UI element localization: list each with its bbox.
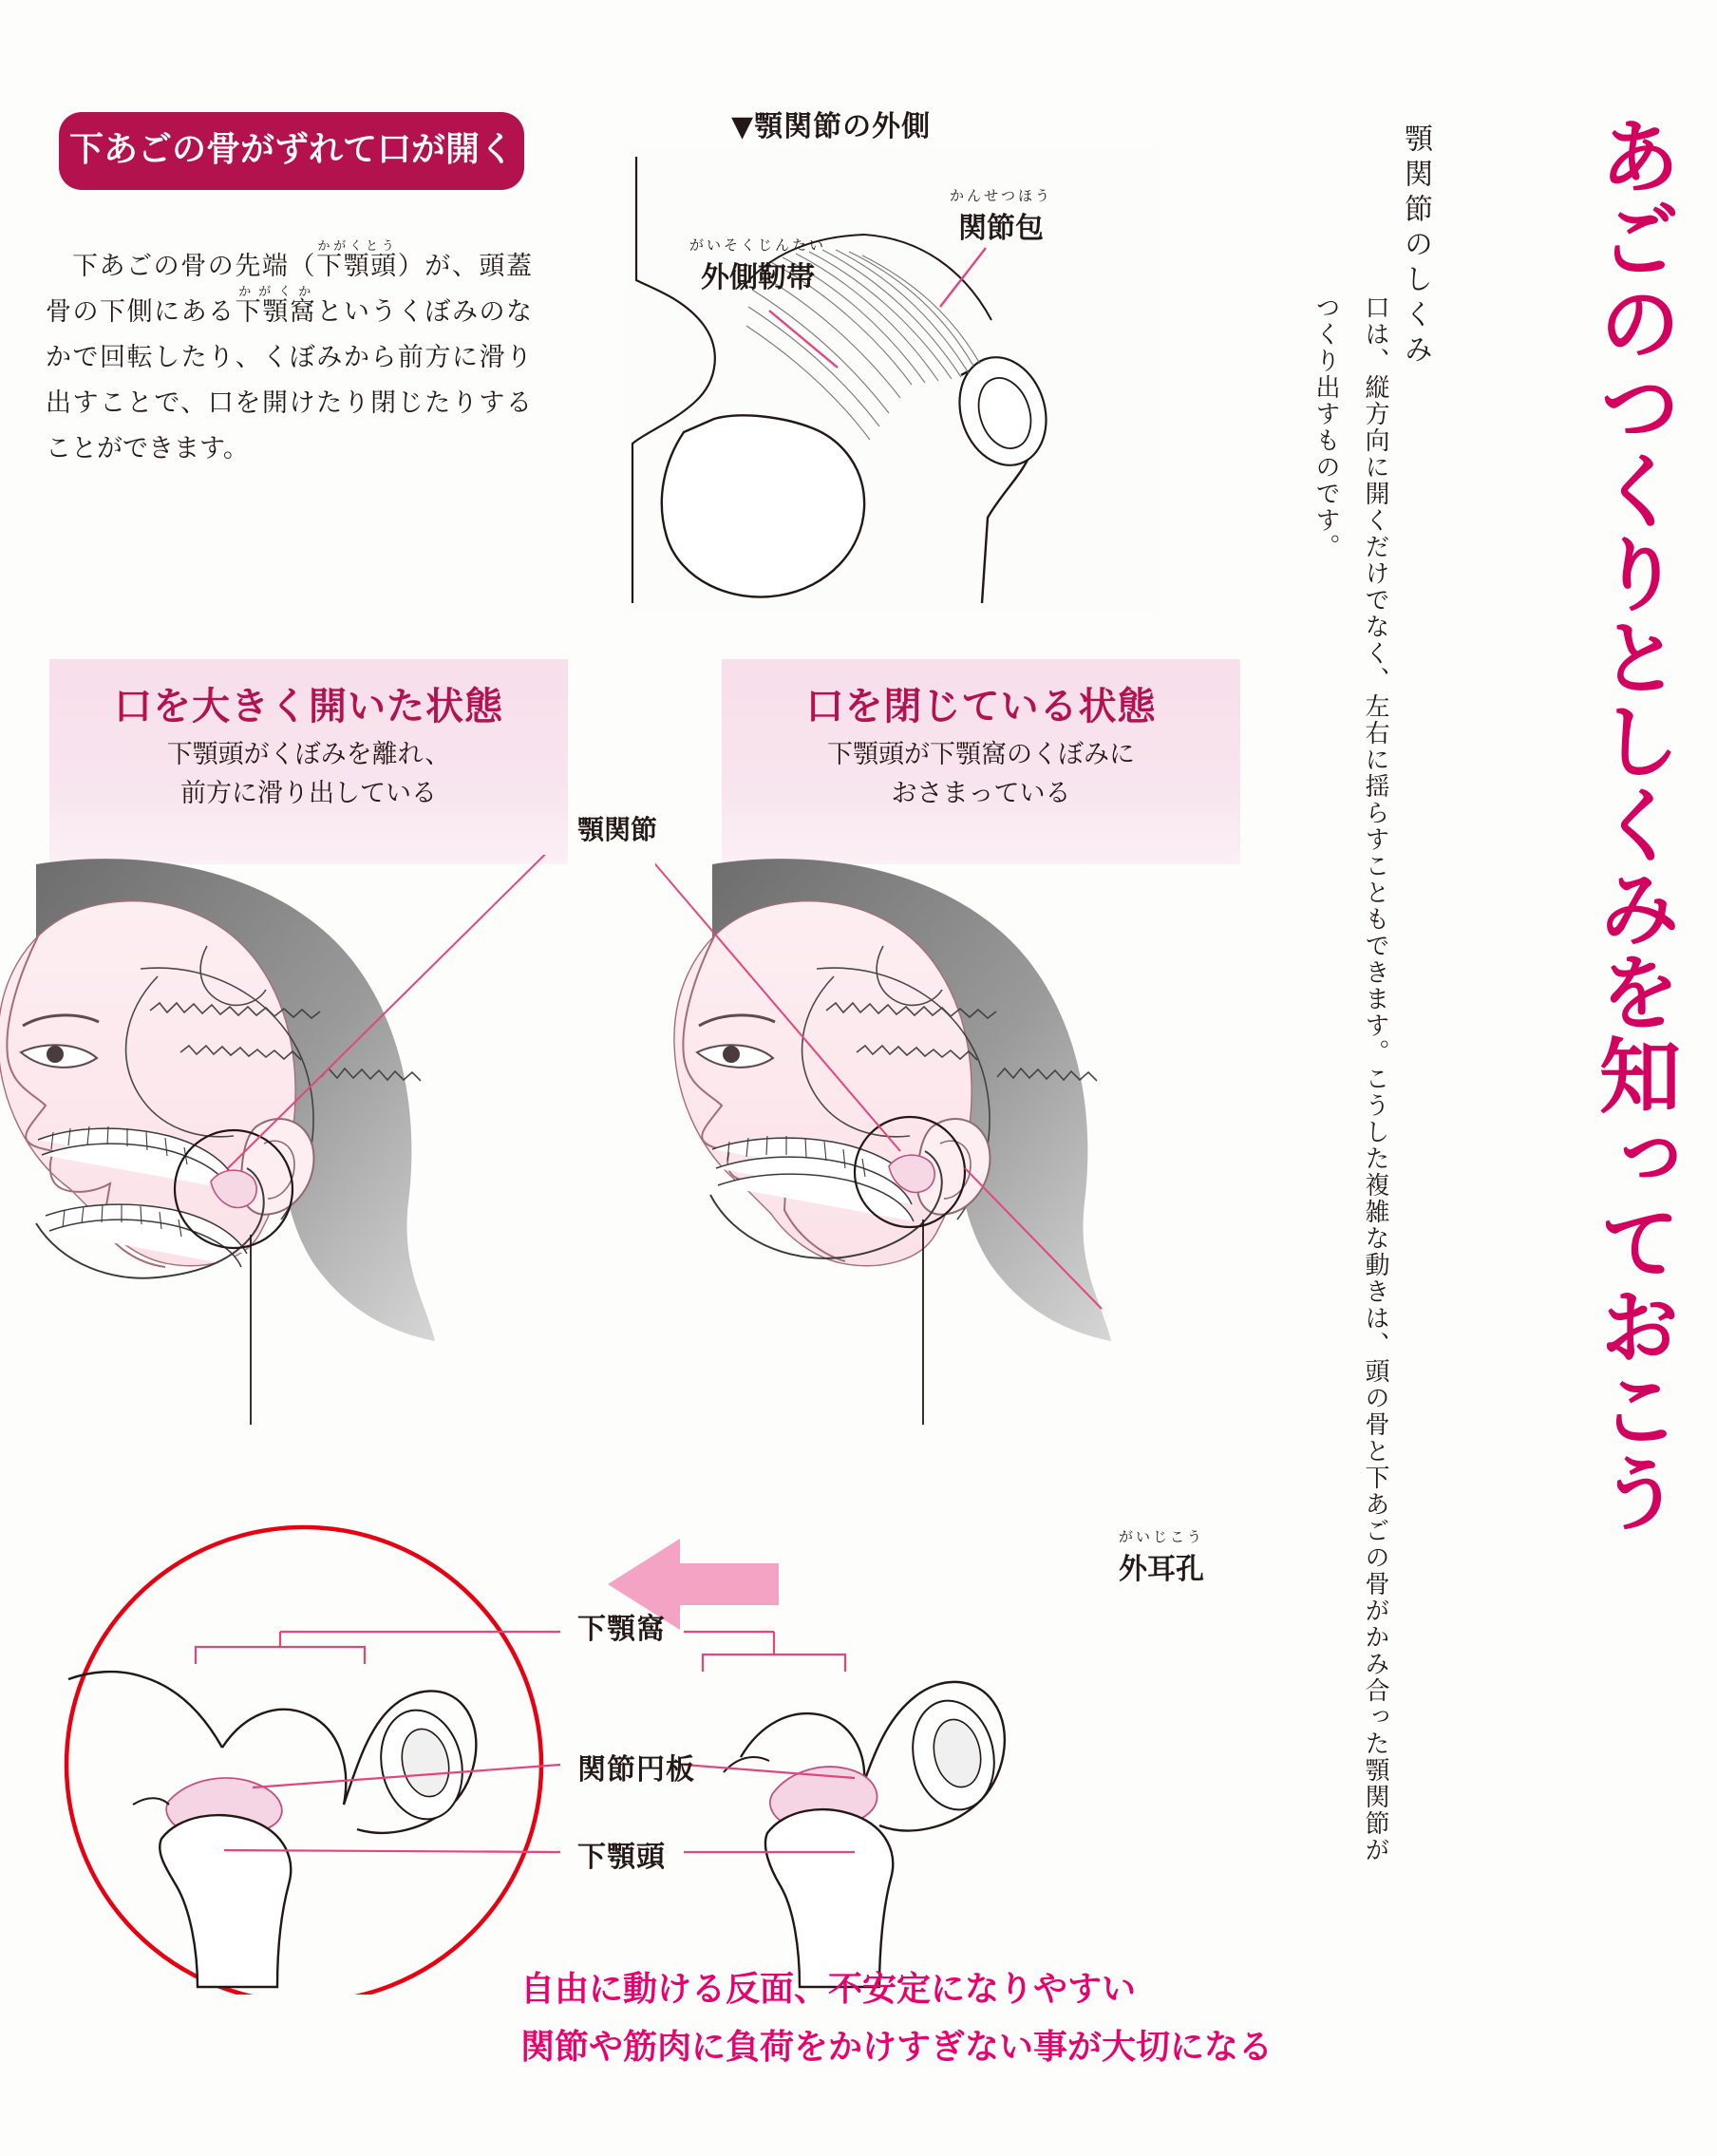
- bottom-note-line1: 自由に動ける反面、不安定になりやすい: [520, 1970, 1137, 2009]
- callout-condyle: 下顎頭: [577, 1841, 666, 1874]
- label-joint-capsule-text: 関節包: [958, 211, 1044, 245]
- callout-jaw-joint: 顎関節: [577, 814, 658, 845]
- label-lateral-ligament: [689, 237, 826, 295]
- head-open-svg: [0, 855, 644, 1444]
- furigana-ear-canal: がいじこう: [1119, 1528, 1205, 1545]
- furigana-lateral-ligament: がいそくじんたい: [689, 236, 827, 254]
- tmj-outer-svg: [627, 147, 1159, 613]
- panel-closed-line2: おさまっている: [891, 778, 1071, 808]
- bottom-note: [520, 1960, 1273, 2076]
- label-lateral-ligament-text: 外側靭帯: [701, 260, 815, 294]
- page-title: あごのつくりとしくみを知っておこう: [1585, 114, 1680, 1535]
- ruby-rt-1: かがくとう: [316, 239, 397, 254]
- lead-paragraph: 口は、縦方向に開くだけでなく、左右に揺らすこともできます。こうした複雑な動きは、頭の骨と下あごの骨がかみ合った顎関節がつくり出すものです。: [1311, 294, 1389, 1863]
- furigana-joint-capsule: かんせつほう: [950, 187, 1053, 204]
- head-illustration-closed: [655, 855, 1320, 1444]
- callout-ear-canal-text: 外耳孔: [1119, 1552, 1204, 1586]
- body-pre: 下あごの骨の先端（: [72, 252, 317, 281]
- kicker-text: 顎関節のしくみ: [1399, 123, 1432, 369]
- panel-closed-title: 口を閉じている状態: [805, 685, 1157, 728]
- bottom-note-line2: 関節や筋肉に負荷をかけすぎない事が大切になる: [520, 2028, 1274, 2068]
- head-closed-svg: [655, 855, 1320, 1444]
- section-heading-box: 下あごの骨がずれて口が開く: [59, 112, 524, 190]
- ruby-kagakutou: [316, 239, 398, 281]
- head-illustration-open: [0, 855, 644, 1444]
- top-figure-caption: ▼顎関節の外側: [731, 110, 932, 143]
- callout-articular-disc: 関節円板: [577, 1753, 695, 1787]
- label-joint-capsule: [950, 188, 1052, 246]
- headline-block: [1311, 57, 1685, 2052]
- panel-closed-line1: 下顎頭が下顎窩のくぼみに: [827, 740, 1135, 769]
- panel-open-line2: 前方に滑り出している: [180, 778, 437, 808]
- ruby-kagakuka: [235, 285, 317, 328]
- panel-mouth-open: [49, 659, 568, 864]
- section-body-text: [46, 239, 532, 472]
- ruby-base-1: 下顎頭: [316, 252, 398, 281]
- temporomandibular-outer-figure: [627, 147, 1159, 613]
- body-mid: ）が、頭蓋骨の下側にある: [46, 252, 532, 328]
- panel-mouth-closed: [722, 659, 1240, 864]
- body-post: というくぼみのなかで回転したり、くぼみから前方に滑り出すことで、口を開けたり閉じたりすることができます。: [46, 297, 533, 464]
- ruby-rt-2: かがくか: [235, 285, 315, 300]
- callout-mandibular-fossa: 下顎窩: [577, 1613, 666, 1646]
- ruby-base-2: 下顎窩: [235, 297, 317, 328]
- panel-open-title: 口を大きく開いた状態: [114, 685, 503, 728]
- panel-open-line1: 下顎頭がくぼみを離れ、: [166, 740, 451, 769]
